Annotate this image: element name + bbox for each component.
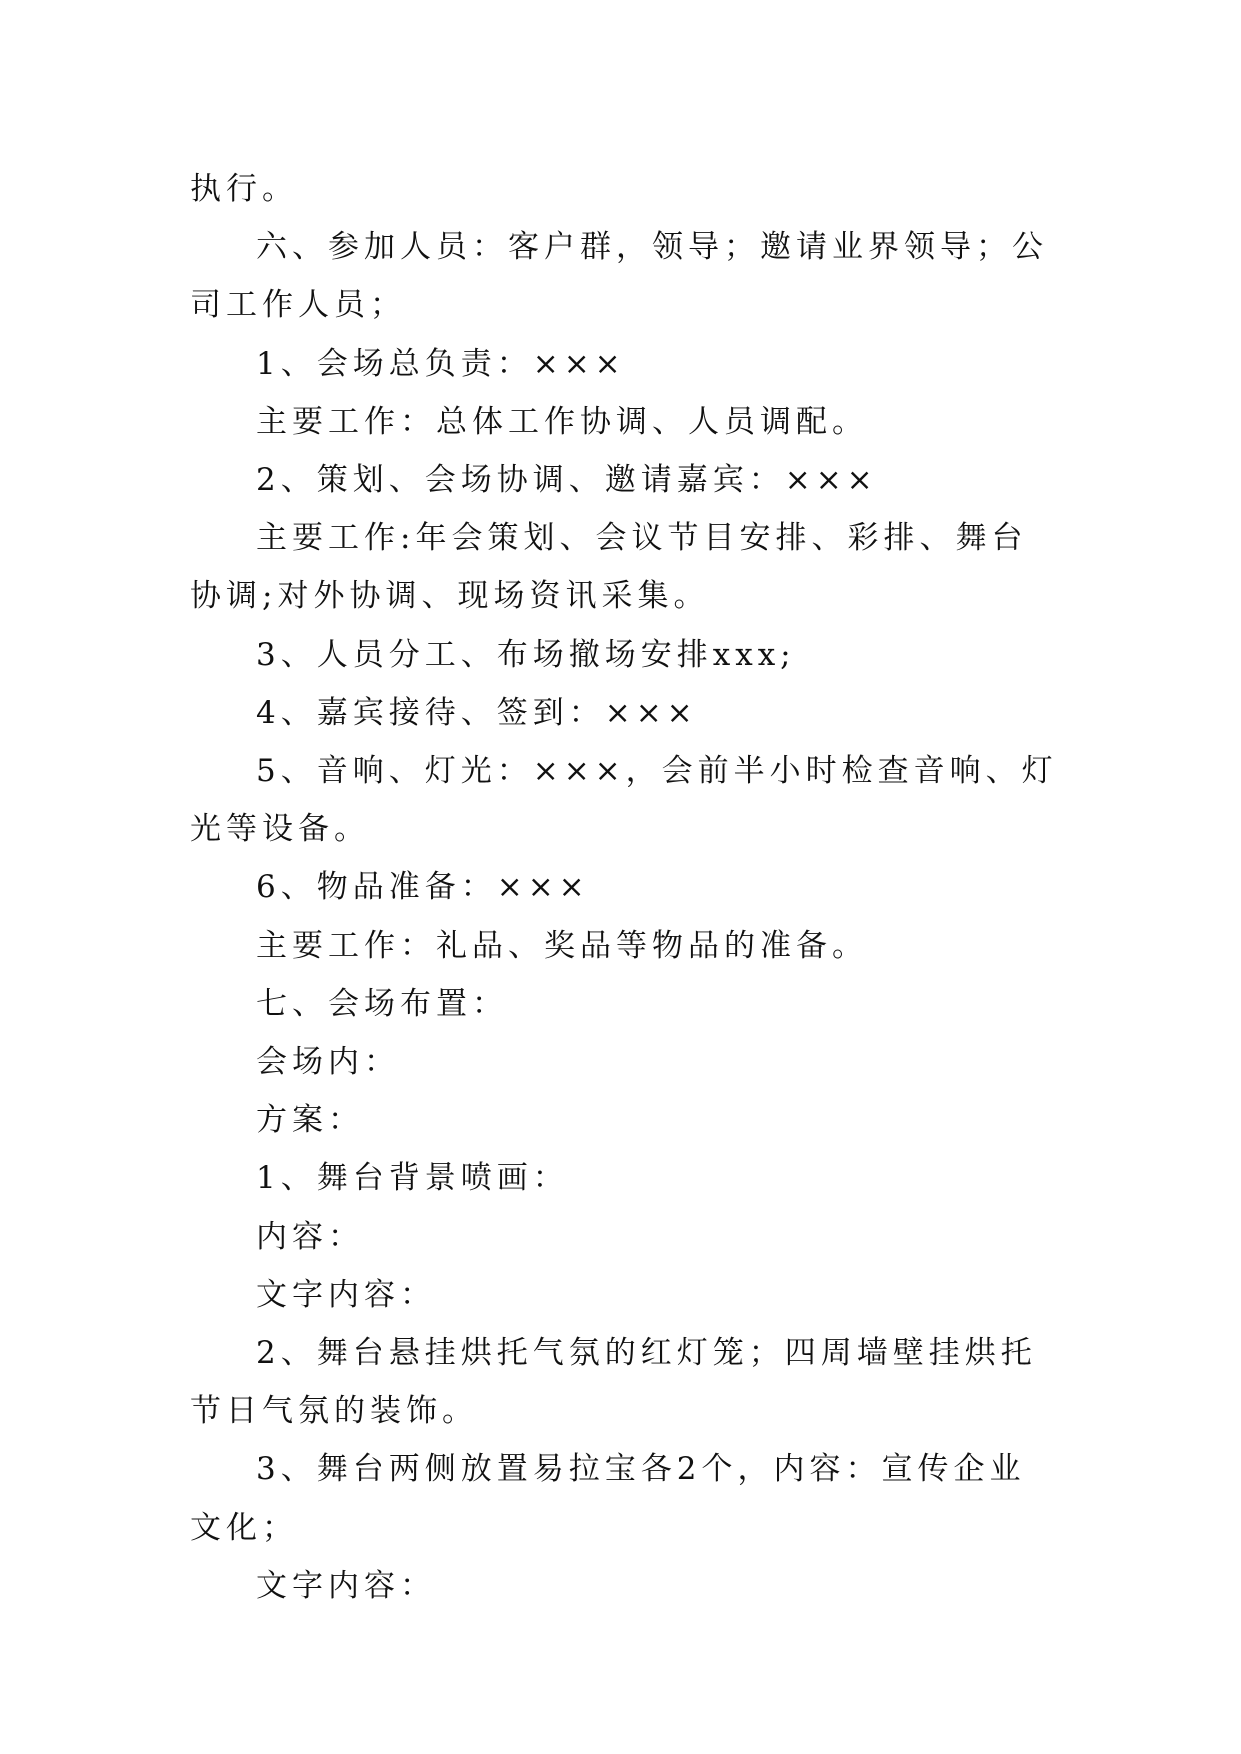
- section-seven-venue-layout: 七、会场布置：: [256, 985, 508, 1022]
- item-2-planning: 2、策划、会场协调、邀请嘉宾：×××: [256, 462, 878, 499]
- paragraph-continuation: 执行。: [190, 171, 298, 207]
- layout-item-1-backdrop: 1、舞台背景喷画：: [256, 1160, 569, 1197]
- item-1-venue-lead: 1、会场总负责：×××: [256, 345, 626, 382]
- section-six-participants: 六、参加人员：客户群，领导；邀请业界领导；公司工作人员；: [190, 229, 1048, 324]
- item-1-duties: 主要工作：总体工作协调、人员调配。: [256, 403, 868, 440]
- item-6-duties: 主要工作：礼品、奖品等物品的准备。: [256, 927, 868, 964]
- item-6-supplies: 6、物品准备：×××: [256, 869, 590, 906]
- item-5-audio-lighting: 5、音响、灯光：×××，会前半小时检查音响、灯光等设备。: [190, 753, 1058, 848]
- item-3-staffing: 3、人员分工、布场撤场安排xxx;: [256, 636, 796, 673]
- layout-item-3-rollup-banners: 3、舞台两侧放置易拉宝各2个，内容：宣传企业文化；: [190, 1451, 1026, 1546]
- layout-text-content-label-2: 文字内容：: [256, 1567, 436, 1604]
- item-4-reception: 4、嘉宾接待、签到：×××: [256, 694, 698, 731]
- document-body: [190, 160, 1060, 1615]
- layout-text-content-label: 文字内容：: [256, 1276, 436, 1313]
- item-2-duties: 主要工作:年会策划、会议节目安排、彩排、舞台协调;对外协调、现场资讯采集。: [190, 520, 1028, 615]
- layout-content-label: 内容：: [256, 1218, 364, 1255]
- layout-item-2-decorations: 2、舞台悬挂烘托气氛的红灯笼；四周墙壁挂烘托节日气氛的装饰。: [190, 1335, 1037, 1430]
- plan-heading: 方案：: [256, 1102, 364, 1139]
- venue-inside: 会场内：: [256, 1044, 400, 1081]
